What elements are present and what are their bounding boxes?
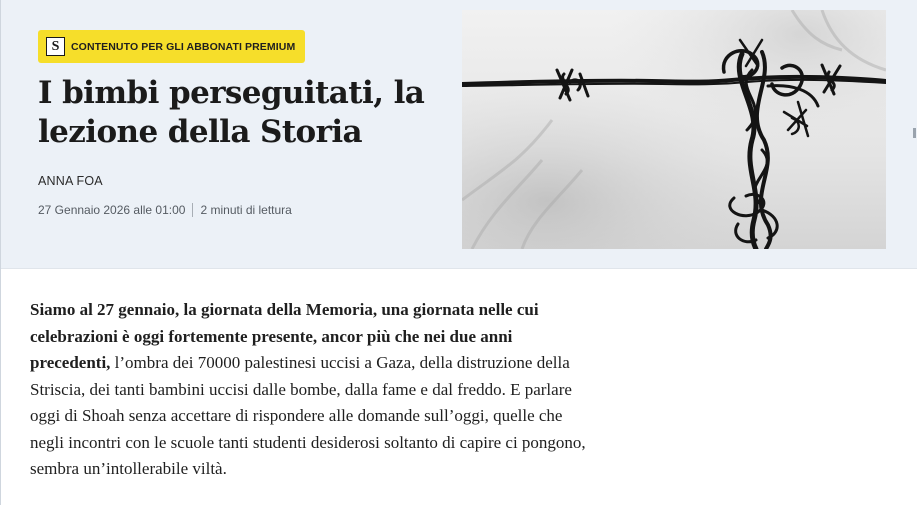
article-lead-paragraph [30,297,596,483]
article-meta [38,203,292,217]
premium-badge-label: CONTENUTO PER GLI ABBONATI PREMIUM [71,40,296,53]
article-photo[interactable] [462,10,886,249]
article-lead-bold: Siamo al 27 gennaio, la giornata della Memoria, una giornata nelle cui celebrazioni è oggi fortemente presente, ancor più che nei due anni precedenti, [30,300,539,372]
article-lead-body: l’ombra dei 70000 palestinesi uccisi a Gaza, della distruzione della Striscia, dei tanti bambini uccisi dalle bombe, dalla fame e dal freddo. E parlare oggi di Shoah senza accettare di rispondere alle domande sull’oggi, quelle che negli incontri con le scuole tanti studenti desiderosi soltanto di capire ci pongono, sembra un’intollerabile viltà. [30,353,586,478]
scrollbar-marker [913,128,916,138]
author-name[interactable]: ANNA FOA [38,174,103,188]
publish-date: 27 Gennaio 2026 alle 01:00 [38,203,186,217]
article-header [1,0,917,269]
premium-badge[interactable] [38,30,305,63]
reading-time: 2 minuti di lettura [200,203,292,217]
newspaper-logo-icon: S [46,37,65,56]
page-title: I bimbi perseguitati, la lezione della Storia [38,75,425,150]
meta-divider [192,203,193,217]
barbed-wire-photo [462,10,886,249]
